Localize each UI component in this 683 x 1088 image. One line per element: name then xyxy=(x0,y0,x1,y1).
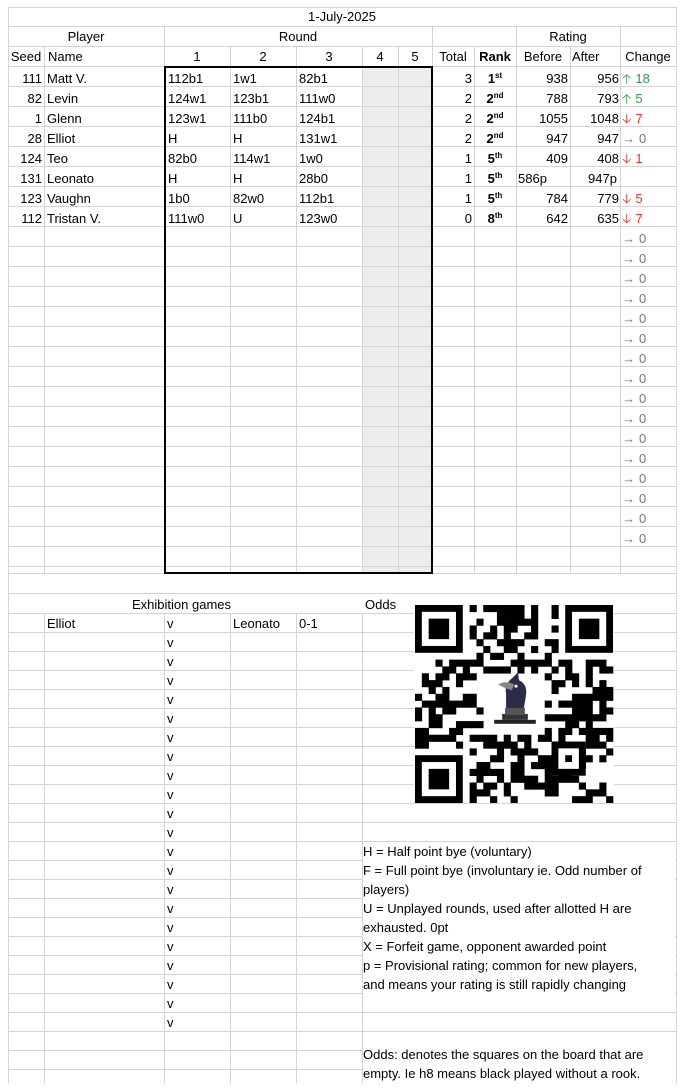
rating-change-empty[interactable] xyxy=(622,469,676,488)
exhibition-result[interactable]: 0-1 xyxy=(299,616,318,631)
exhibition-vs[interactable]: v xyxy=(167,806,174,821)
round-1-result[interactable]: 123w1 xyxy=(168,111,207,126)
col-change[interactable]: Change xyxy=(625,49,671,64)
rank-suffix: th xyxy=(494,211,503,220)
exhibition-vs[interactable]: v xyxy=(167,749,174,764)
round-box-left xyxy=(164,66,166,574)
player-total[interactable]: 2 xyxy=(464,131,472,146)
rating-after[interactable]: 793 xyxy=(597,91,619,106)
arrow-right-icon: → xyxy=(622,531,635,546)
round-3-result[interactable]: 1w0 xyxy=(299,151,323,166)
arrow-right-icon: → xyxy=(622,251,635,266)
rank-number: 5 xyxy=(487,191,495,206)
rating-after[interactable]: 956 xyxy=(597,71,619,86)
player-total[interactable]: 3 xyxy=(464,71,472,86)
col-before[interactable]: Before xyxy=(523,49,563,64)
rating-before[interactable]: 642 xyxy=(546,211,568,226)
col-round-2[interactable]: 2 xyxy=(259,49,267,64)
arrow-right-icon: → xyxy=(622,391,635,406)
arrow-down-icon: 🡣 xyxy=(622,211,632,226)
player-total[interactable]: 0 xyxy=(464,211,472,226)
grid-line xyxy=(8,803,676,804)
arrow-down-icon: 🡣 xyxy=(622,151,632,166)
round-3-result[interactable]: 82b1 xyxy=(299,71,328,86)
rank-number: 5 xyxy=(487,151,495,166)
change-value: 0 xyxy=(639,371,647,386)
rating-after[interactable]: 408 xyxy=(597,151,619,166)
arrow-right-icon: → xyxy=(622,491,635,506)
grid-line xyxy=(8,286,676,287)
grid-line xyxy=(620,26,621,573)
rating-change-empty[interactable] xyxy=(622,369,676,388)
player-total[interactable]: 2 xyxy=(464,91,472,106)
grid-line xyxy=(230,46,231,573)
rating-change-empty[interactable] xyxy=(622,509,676,528)
player-seed[interactable]: 111 xyxy=(22,71,42,86)
player-total[interactable]: 2 xyxy=(464,111,472,126)
odds-note-line[interactable]: empty. Ie h8 means black played without a rook. xyxy=(363,1064,675,1083)
round-2-result[interactable]: H xyxy=(233,171,243,186)
legend-line[interactable]: X = Forfeit game, opponent awarded point xyxy=(363,937,675,956)
exhibition-vs[interactable]: v xyxy=(167,1015,174,1030)
change-value: 0 xyxy=(639,291,647,306)
change-value: 0 xyxy=(639,231,647,246)
exhibition-vs[interactable]: v xyxy=(167,673,174,688)
grid-line xyxy=(8,546,676,547)
rating-before[interactable]: 586p xyxy=(518,171,547,186)
arrow-right-icon: → xyxy=(622,231,635,246)
grid-line xyxy=(8,822,676,823)
legend-line[interactable]: and means your rating is still rapidly changing xyxy=(363,975,675,994)
change-value: 5 xyxy=(635,191,643,206)
rating-change-empty[interactable] xyxy=(622,489,676,508)
arrow-up-icon: 🡡 xyxy=(622,91,632,106)
exhibition-title[interactable]: Exhibition games xyxy=(132,597,231,612)
rating-before[interactable]: 784 xyxy=(546,191,568,206)
round-3-result[interactable]: 123w0 xyxy=(299,211,338,226)
exhibition-vs[interactable]: v xyxy=(167,920,174,935)
round-1-result[interactable]: 111w0 xyxy=(168,211,205,226)
exhibition-vs[interactable]: v xyxy=(167,711,174,726)
change-value: 0 xyxy=(639,491,647,506)
player-rank[interactable] xyxy=(474,109,516,128)
rating-change-empty[interactable] xyxy=(622,269,676,288)
grid-line xyxy=(8,1012,676,1013)
grid-line xyxy=(8,326,676,327)
round-3-result[interactable]: 131w1 xyxy=(299,131,338,146)
grid-line xyxy=(296,46,297,573)
odds-label[interactable]: Odds xyxy=(365,597,397,612)
player-name[interactable]: Vaughn xyxy=(47,191,91,206)
round-1-result[interactable]: 124w1 xyxy=(168,91,207,106)
rank-number: 5 xyxy=(487,171,495,186)
grid-line xyxy=(8,486,676,487)
exhibition-vs[interactable]: v xyxy=(167,825,174,840)
player-total[interactable]: 1 xyxy=(464,151,472,166)
exhibition-vs[interactable]: v xyxy=(167,901,174,916)
grid-line xyxy=(164,613,165,1083)
col-round-4[interactable]: 4 xyxy=(376,49,384,64)
exhibition-vs[interactable]: v xyxy=(167,654,174,669)
group-rating[interactable]: Rating xyxy=(549,29,587,44)
round-1-result[interactable]: 112b1 xyxy=(168,71,204,86)
rating-change-empty[interactable] xyxy=(622,429,676,448)
group-round[interactable]: Round xyxy=(278,29,318,44)
change-value: 1 xyxy=(635,151,643,166)
change-value: 0 xyxy=(639,271,647,286)
grid-line xyxy=(8,506,676,507)
rating-change-empty[interactable] xyxy=(622,349,676,368)
arrow-right-icon: → xyxy=(622,471,635,486)
arrow-right-icon: → xyxy=(622,411,635,426)
grid-line xyxy=(8,446,676,447)
exhibition-vs[interactable]: v xyxy=(167,768,174,783)
arrow-down-icon: 🡣 xyxy=(622,191,632,206)
player-name[interactable]: Elliot xyxy=(47,131,76,146)
change-value: 5 xyxy=(635,91,643,106)
round-1-result[interactable]: H xyxy=(168,131,178,146)
exhibition-vs[interactable]: v xyxy=(167,882,174,897)
grid-line xyxy=(8,306,676,307)
rank-suffix: st xyxy=(495,71,503,80)
grid-line xyxy=(8,406,676,407)
rating-after[interactable]: 779 xyxy=(597,191,619,206)
col-round-3[interactable]: 3 xyxy=(325,49,333,64)
exhibition-white[interactable]: Elliot xyxy=(47,616,76,631)
grid-line xyxy=(8,1031,676,1032)
rating-before[interactable]: 947 xyxy=(546,131,568,146)
grid-line xyxy=(8,573,9,1083)
rating-after[interactable]: 635 xyxy=(597,211,619,226)
change-value: 0 xyxy=(639,411,647,426)
change-value: 7 xyxy=(635,111,643,126)
player-rank[interactable] xyxy=(474,149,516,168)
rating-change[interactable] xyxy=(622,69,676,88)
rank-number: 8 xyxy=(487,211,495,226)
rank-suffix: th xyxy=(494,191,503,200)
rating-change-empty[interactable] xyxy=(622,309,676,328)
exhibition-black[interactable]: Leonato xyxy=(233,616,280,631)
rating-change-empty[interactable] xyxy=(622,529,676,548)
arrow-up-icon: 🡡 xyxy=(622,71,632,86)
arrow-right-icon: → xyxy=(622,311,635,326)
arrow-right-icon: → xyxy=(622,291,635,306)
rank-suffix: nd xyxy=(493,131,504,140)
grid-line xyxy=(230,613,231,1083)
grid-line xyxy=(676,573,677,1083)
arrow-right-icon: → xyxy=(622,431,635,446)
player-name[interactable]: Glenn xyxy=(47,111,82,126)
player-rank[interactable] xyxy=(474,209,516,228)
rating-change[interactable] xyxy=(622,189,676,208)
player-rank[interactable] xyxy=(474,169,516,188)
change-value: 0 xyxy=(639,131,647,146)
grid-line xyxy=(676,7,677,573)
arrow-right-icon: → xyxy=(622,351,635,366)
legend-line[interactable]: U = Unplayed rounds, used after allotted H are xyxy=(363,899,675,918)
arrow-right-icon: → xyxy=(622,451,635,466)
rating-change-empty[interactable] xyxy=(622,389,676,408)
rating-before[interactable]: 409 xyxy=(546,151,568,166)
exhibition-vs[interactable]: v xyxy=(167,730,174,745)
legend-line[interactable]: exhausted. 0pt xyxy=(363,918,675,937)
round-2-result[interactable]: H xyxy=(233,131,243,146)
player-rank[interactable] xyxy=(474,69,516,88)
arrow-right-icon: → xyxy=(622,331,635,346)
round-1-result[interactable]: 1b0 xyxy=(168,191,190,206)
legend-line[interactable]: players) xyxy=(363,880,675,899)
change-value: 18 xyxy=(635,71,650,86)
round-box-top xyxy=(164,66,432,68)
grid-line xyxy=(398,46,399,573)
round-box-bottom xyxy=(164,572,432,574)
change-value: 0 xyxy=(639,311,647,326)
change-value: 0 xyxy=(639,511,647,526)
grid-line xyxy=(362,46,363,573)
round-2-result[interactable]: 114w1 xyxy=(233,151,271,166)
rank-number: 2 xyxy=(486,91,494,106)
exhibition-vs[interactable]: v xyxy=(167,939,174,954)
qr-code[interactable] xyxy=(414,605,614,803)
exhibition-vs[interactable]: v xyxy=(167,977,174,992)
arrow-down-icon: 🡣 xyxy=(622,111,632,126)
rank-suffix: nd xyxy=(493,91,504,100)
rating-change-empty[interactable] xyxy=(622,249,676,268)
rating-change-empty[interactable] xyxy=(622,409,676,428)
change-value: 0 xyxy=(639,251,647,266)
rating-before[interactable]: 1055 xyxy=(539,111,568,126)
arrow-right-icon: → xyxy=(622,371,635,386)
legend-line[interactable]: F = Full point bye (involuntary ie. Odd number of xyxy=(363,861,675,880)
rating-change[interactable] xyxy=(622,209,676,228)
round-3-result[interactable]: 28b0 xyxy=(299,171,328,186)
arrow-right-icon: → xyxy=(622,131,635,146)
player-name[interactable]: Matt V. xyxy=(47,71,87,86)
rank-suffix: nd xyxy=(493,111,504,120)
change-value: 7 xyxy=(635,211,643,226)
player-name[interactable]: Tristan V. xyxy=(47,211,101,226)
grid-line xyxy=(8,366,676,367)
player-seed[interactable]: 123 xyxy=(20,191,42,206)
legend-line[interactable]: p = Provisional rating; common for new players, xyxy=(363,956,675,975)
rating-before[interactable]: 788 xyxy=(546,91,568,106)
exhibition-vs[interactable]: v xyxy=(167,844,174,859)
rating-change-empty[interactable] xyxy=(622,229,676,248)
rating-change-empty[interactable] xyxy=(622,329,676,348)
rank-suffix: th xyxy=(494,171,503,180)
rating-after[interactable]: 947p xyxy=(588,171,617,186)
player-rank[interactable] xyxy=(474,189,516,208)
round-3-result[interactable]: 124b1 xyxy=(299,111,336,126)
arrow-right-icon: → xyxy=(622,271,635,286)
round-1-result[interactable]: H xyxy=(168,171,178,186)
player-seed[interactable]: 1 xyxy=(34,111,42,126)
rating-change[interactable] xyxy=(622,89,676,108)
round-1-result[interactable]: 82b0 xyxy=(168,151,197,166)
rank-number: 2 xyxy=(486,131,494,146)
grid-line xyxy=(8,266,676,267)
rating-after[interactable]: 947 xyxy=(597,131,619,146)
change-value: 0 xyxy=(639,471,647,486)
change-value: 0 xyxy=(639,351,647,366)
exhibition-vs[interactable]: v xyxy=(167,996,174,1011)
player-rank[interactable] xyxy=(474,129,516,148)
exhibition-vs[interactable]: v xyxy=(167,958,174,973)
round-3-result[interactable]: 111w0 xyxy=(299,91,336,106)
legend-line[interactable]: H = Half point bye (voluntary) xyxy=(363,842,675,861)
exhibition-vs[interactable]: v xyxy=(167,692,174,707)
col-seed[interactable]: Seed xyxy=(10,49,42,64)
grid-line xyxy=(8,346,676,347)
group-player[interactable]: Player xyxy=(67,29,105,44)
col-after[interactable]: After xyxy=(572,49,600,64)
player-total[interactable]: 1 xyxy=(464,171,472,186)
player-seed[interactable]: 28 xyxy=(27,131,42,146)
grid-line xyxy=(8,386,676,387)
grid-line xyxy=(8,466,676,467)
rating-after[interactable]: 1048 xyxy=(590,111,619,126)
change-value: 0 xyxy=(639,531,647,546)
player-total[interactable]: 1 xyxy=(464,191,472,206)
change-value: 0 xyxy=(639,451,647,466)
grid-line xyxy=(8,246,676,247)
col-total[interactable]: Total xyxy=(439,49,467,64)
grid-line xyxy=(8,426,676,427)
change-value: 0 xyxy=(639,331,647,346)
grid-line xyxy=(8,566,676,567)
exhibition-vs[interactable]: v xyxy=(167,635,174,650)
grid-line xyxy=(44,613,45,1083)
grid-line xyxy=(8,593,676,594)
player-rank[interactable] xyxy=(474,89,516,108)
player-name[interactable]: Teo xyxy=(47,151,68,166)
rating-change-empty[interactable] xyxy=(622,289,676,308)
rank-suffix: th xyxy=(494,151,503,160)
player-seed[interactable]: 112 xyxy=(21,211,42,226)
player-name[interactable]: Leonato xyxy=(47,171,94,186)
player-seed[interactable]: 82 xyxy=(27,91,42,106)
grid-line xyxy=(296,613,297,1083)
rank-number: 2 xyxy=(486,111,494,126)
player-seed[interactable]: 131 xyxy=(20,171,42,186)
rating-change[interactable] xyxy=(622,109,676,128)
col-round-5[interactable]: 5 xyxy=(411,49,419,64)
change-value: 0 xyxy=(639,391,647,406)
col-rank[interactable]: Rank xyxy=(479,49,511,64)
grid-line xyxy=(44,46,45,573)
rating-before[interactable]: 938 xyxy=(546,71,568,86)
rating-change[interactable] xyxy=(622,149,676,168)
date-title[interactable]: 1-July-2025 xyxy=(308,9,376,24)
player-name[interactable]: Levin xyxy=(47,91,79,106)
round-2-result[interactable]: 1w1 xyxy=(233,71,257,86)
exhibition-vs[interactable]: v xyxy=(167,616,174,631)
rating-change[interactable] xyxy=(622,129,676,148)
round-2-result[interactable]: U xyxy=(233,211,243,226)
change-value: 0 xyxy=(639,431,647,446)
col-round-1[interactable]: 1 xyxy=(193,49,201,64)
round-2-result[interactable]: 111b0 xyxy=(233,111,268,126)
arrow-right-icon: → xyxy=(622,511,635,526)
player-seed[interactable]: 124 xyxy=(20,151,42,166)
round-3-result[interactable]: 112b1 xyxy=(299,191,335,206)
rank-number: 1 xyxy=(487,71,496,86)
exhibition-vs[interactable]: v xyxy=(167,787,174,802)
rating-change-empty[interactable] xyxy=(622,449,676,468)
round-2-result[interactable]: 82w0 xyxy=(233,191,265,206)
round-4-5-fill xyxy=(362,66,432,573)
col-name[interactable]: Name xyxy=(48,49,83,64)
round-2-result[interactable]: 123b1 xyxy=(233,91,270,106)
exhibition-vs[interactable]: v xyxy=(167,863,174,878)
grid-line xyxy=(8,526,676,527)
odds-note-line[interactable]: Odds: denotes the squares on the board that are xyxy=(363,1045,675,1064)
